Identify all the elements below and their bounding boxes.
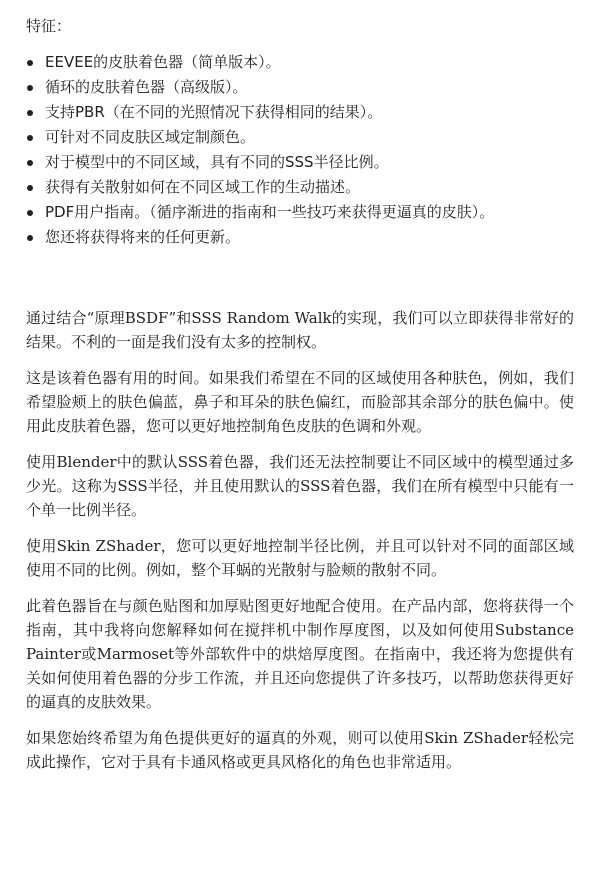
list-item bbox=[26, 75, 574, 100]
list-item bbox=[26, 200, 574, 225]
list-item bbox=[26, 50, 574, 75]
feature-text: 循环的皮肤着色器（高级版）。 bbox=[45, 78, 248, 96]
feature-text: PDF用户指南。（循序渐进的指南和一些技巧来获得更逼真的皮肤）。 bbox=[45, 203, 495, 221]
product-description bbox=[26, 14, 574, 786]
bullet-icon bbox=[27, 110, 33, 116]
paragraph: 如果您始终希望为角色提供更好的逼真的外观，则可以使用Skin ZShader轻松完成此操作，它对于具有卡通风格或更具风格化的角色也非常适用。 bbox=[26, 729, 574, 771]
feature-text: 支持PBR（在不同的光照情况下获得相同的结果）。 bbox=[45, 103, 383, 121]
paragraph: 使用Skin ZShader，您可以更好地控制半径比例，并且可以针对不同的面部区域使用不同的比例。例如，整个耳蜗的光散射与脸颊的散射不同。 bbox=[26, 537, 574, 579]
feature-text: 可针对不同皮肤区域定制颜色。 bbox=[45, 128, 256, 146]
paragraph: 通过结合“原理BSDF”和SSS Random Walk的实现，我们可以立即获得非常好的结果。不利的一面是我们没有太多的控制权。 bbox=[26, 309, 574, 351]
feature-text: 获得有关散射如何在不同区域工作的生动描述。 bbox=[45, 178, 361, 196]
feature-text: 对于模型中的不同区域，具有不同的SSS半径比例。 bbox=[45, 153, 389, 171]
bullet-icon bbox=[27, 135, 33, 141]
list-item bbox=[26, 175, 574, 200]
list-item bbox=[26, 125, 574, 150]
section-spacer bbox=[26, 250, 574, 306]
list-item bbox=[26, 150, 574, 175]
feature-text: 您还将获得将来的任何更新。 bbox=[45, 228, 241, 246]
paragraph: 这是该着色器有用的时间。如果我们希望在不同的区域使用各种肤色，例如，我们希望脸颊上的肤色偏蓝，鼻子和耳朵的肤色偏红，而脸部其余部分的肤色偏中。使用此皮肤着色器，您可以更好地控制角色皮肤的色调和外观。 bbox=[26, 369, 574, 435]
bullet-icon bbox=[27, 160, 33, 166]
feature-text: EEVEE的皮肤着色器（简单版本）。 bbox=[45, 53, 281, 71]
paragraph: 使用Blender中的默认SSS着色器，我们还无法控制要让不同区域中的模型通过多少光。这称为SSS半径，并且使用默认的SSS着色器，我们在所有模型中只能有一个单一比例半径。 bbox=[26, 453, 574, 519]
bullet-icon bbox=[27, 210, 33, 216]
list-item bbox=[26, 100, 574, 125]
paragraph: 此着色器旨在与颜色贴图和加厚贴图更好地配合使用。在产品内部，您将获得一个指南，其中我将向您解释如何在搅拌机中制作厚度图，以及如何使用Substance Painter或Marmoset等外部软件中的烘焙厚度图。在指南中，我还将为您提供有关如何使用着色器的分步工作流，并且还向您提供了许多技巧，以帮助您获得更好的逼真的皮肤效果。 bbox=[26, 597, 574, 711]
bullet-icon bbox=[27, 85, 33, 91]
features-heading: 特征： bbox=[26, 17, 72, 35]
list-item bbox=[26, 225, 574, 250]
bullet-icon bbox=[27, 185, 33, 191]
features-list bbox=[26, 50, 574, 250]
bullet-icon bbox=[27, 235, 33, 241]
bullet-icon bbox=[27, 60, 33, 66]
